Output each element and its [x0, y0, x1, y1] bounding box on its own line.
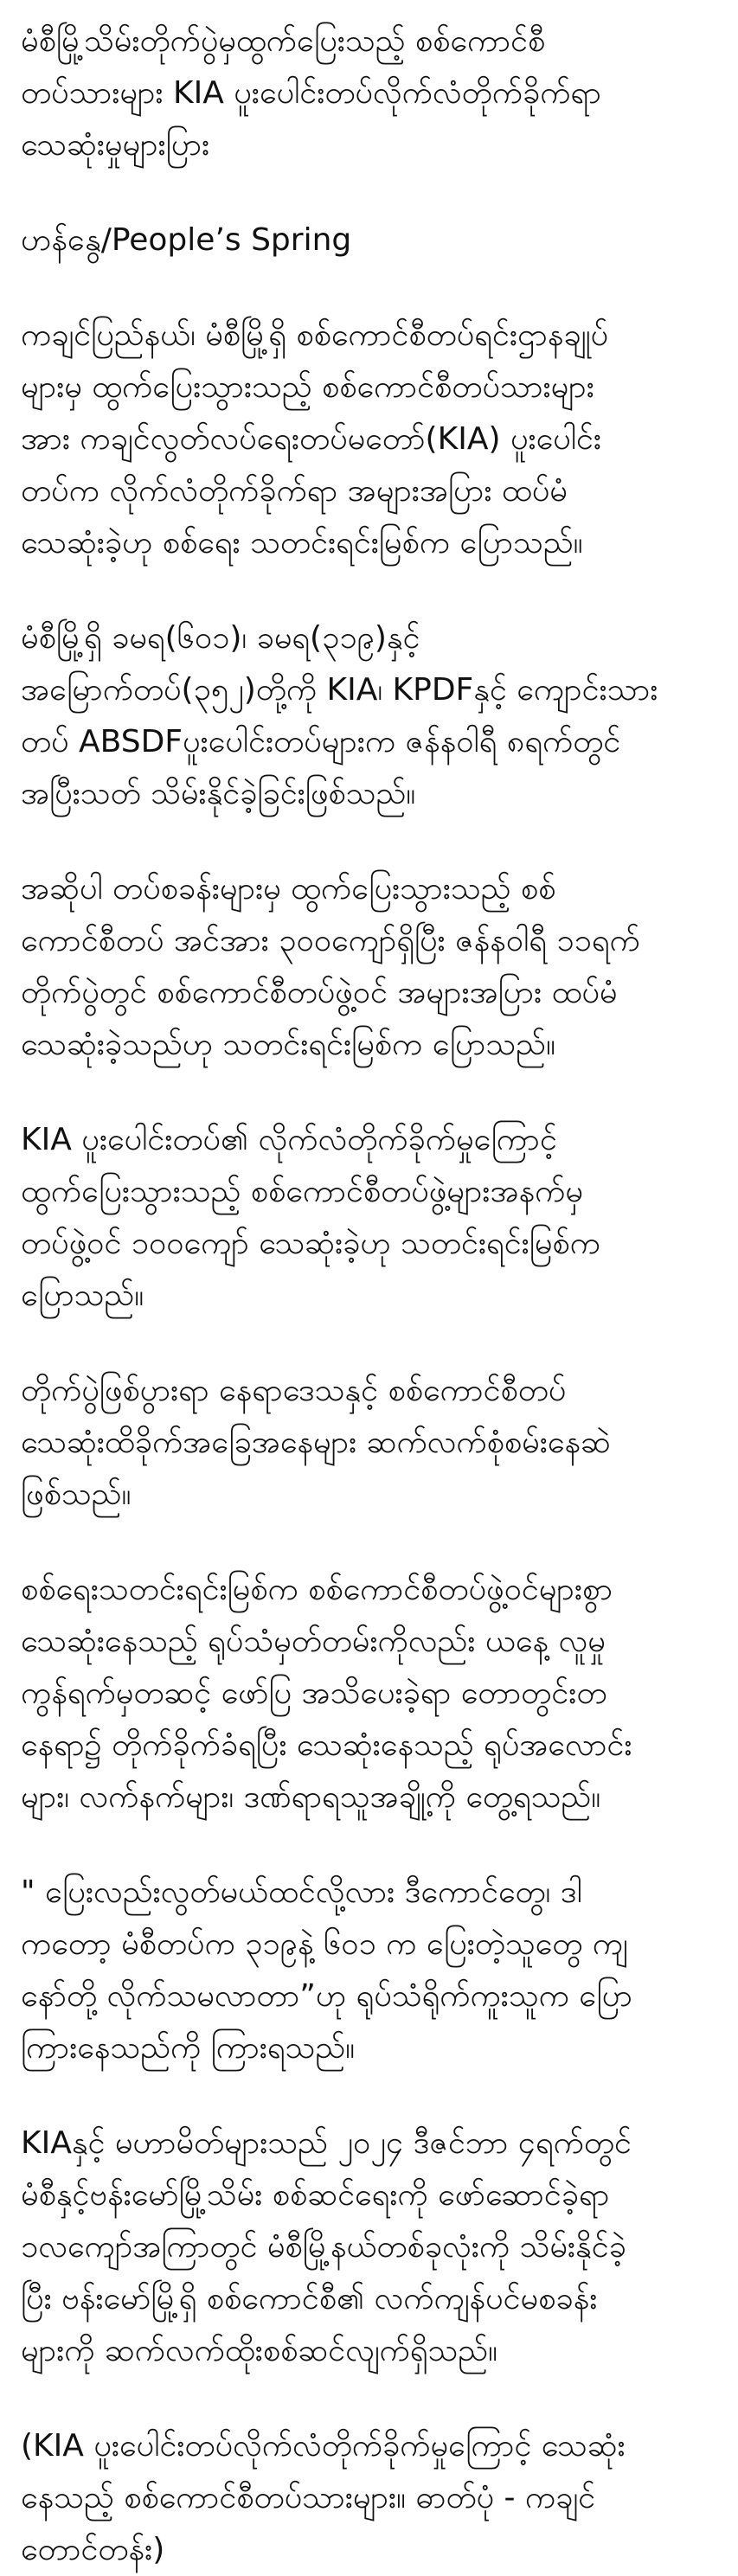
paragraph-3: အဆိုပါ တပ်စခန်းများမှ ထွက်ပြေးသွားသည့် စစ် ကောင်စီတပ် အင်အား ၃၀၀ကျော်ရှိပြီး ဇန်နဝါရီ ၁၁ရက် တိုက်ပွဲတွင် စစ်ကောင်စီတပ်ဖွဲ့ဝင် အများအပြား ထပ်မံ သေဆုံးခဲ့သည်ဟု သတင်းရင်းမြစ်က ပြောသည်။ [21, 871, 640, 1062]
paragraph-5: တိုက်ပွဲဖြစ်ပွားရာ နေရာဒေသနှင့် စစ်ကောင်စီတပ် သေဆုံးထိခိုက်အခြေအနေများ ဆက်လက်စုံစမ်းနေဆဲ ဖြစ်သည်။ [21, 1373, 611, 1512]
paragraph-8: KIAနှင့် မဟာမိတ်များသည် ၂၀၂၄ ဒီဇင်ဘာ ၄ရက်တွင် မံစီနှင့်ဗန်းမော်မြို့သိမ်း စစ်ဆင်ရေးကို ဖော်ဆောင်ခဲ့ရာ ၁လကျော်အကြာတွင် မံစီမြို့နယ်တစ်ခုလုံးကို သိမ်းနိုင်ခဲ့ ပြီး ဗန်းမော်မြို့ရှိ စစ်ကောင်စီ၏ လက်ကျန်ပင်မစခန်း များကို ဆက်လက်ထိုးစစ်ဆင်လျက်ရှိသည်။ [21, 2125, 632, 2368]
article [21, 16, 717, 2576]
paragraph-2: မံစီမြို့ရှိ ခမရ(၆၀၁)၊ ခမရ(၃၁၉)နှင့် အမြောက်တပ်(၃၅၂)တို့ကို KIA၊ KPDFနှင့် ကျောင်းသား တပ် ABSDFပူးပေါင်းတပ်များက ဇန်နဝါရီ ၈ရက်တွင် အပြီးသတ် သိမ်းနိုင်ခဲ့ခြင်းဖြစ်သည်။ [21, 620, 658, 811]
paragraph-6: စစ်ရေးသတင်းရင်းမြစ်က စစ်ကောင်စီတပ်ဖွဲ့ဝင်များစွာ သေဆုံးနေသည့် ရုပ်သံမှတ်တမ်းကိုလည်း ယနေ့ လူမှု ကွန်ရက်မှတဆင့် ဖော်ပြ အသိပေးခဲ့ရာ တောတွင်းတ နေရာ၌ တိုက်ခိုက်ခံရပြီး သေဆုံးနေသည့် ရုပ်အလောင်း များ၊ လက်နက်များ၊ ဒဏ်ရာရသူအချို့ကို တွေ့ရသည်။ [21, 1572, 632, 1815]
article-byline: ဟန်နွေ/People’s Spring [21, 222, 352, 258]
paragraph-1: ကချင်ပြည်နယ်၊ မံစီမြို့ရှိ စစ်ကောင်စီတပ်ရင်းဌာနချုပ် များမှ ထွက်ပြေးသွားသည့် စစ်ကောင်စီတပ်သားများ အား ကချင်လွတ်လပ်ရေးတပ်မတော်(KIA) ပူးပေါင်း တပ်က လိုက်လံတိုက်ခိုက်ရာ အများအပြား ထပ်မံ သေဆုံးခဲ့ဟု စစ်ရေး သတင်းရင်းမြစ်က ပြောသည်။ [21, 317, 609, 561]
article-headline: မံစီမြို့သိမ်းတိုက်ပွဲမှထွက်ပြေးသည့် စစ်ကောင်စီ တပ်သားများ KIA ပူးပေါင်းတပ်လိုက်လံတိုက်ခိုက်ရာ သေဆုံးမှုများပြား [21, 23, 601, 163]
photo-caption: (KIA ပူးပေါင်းတပ်လိုက်လံတိုက်ခိုက်မှုကြောင့် သေဆုံး နေသည့် စစ်ကောင်စီတပ်သားများ။ ဓာတ်ပုံ - ကချင် တောင်တန်း) [21, 2428, 626, 2567]
paragraph-7: " ပြေးလည်းလွတ်မယ်ထင်လို့လား ဒီကောင်တွေ၊ ဒါ ကတော့ မံစီတပ်က ၃၁၉နဲ့ ၆၀၁ က ပြေးတဲ့သူတွေ ကျ နော်တို့ လိုက်သမလာတာ”ဟု ရုပ်သံရိုက်ကူးသူက ပြော ကြားနေသည်ကို ကြားရသည်။ [21, 1874, 632, 2066]
paragraph-4: KIA ပူးပေါင်းတပ်၏ လိုက်လံတိုက်ခိုက်မှုကြောင့် ထွက်ပြေးသွားသည့် စစ်ကောင်စီတပ်ဖွဲ့များအနက်မှ တပ်ဖွဲ့ဝင် ၁၀၀ကျော် သေဆုံးခဲ့ဟု သတင်းရင်းမြစ်က ပြောသည်။ [21, 1122, 600, 1313]
